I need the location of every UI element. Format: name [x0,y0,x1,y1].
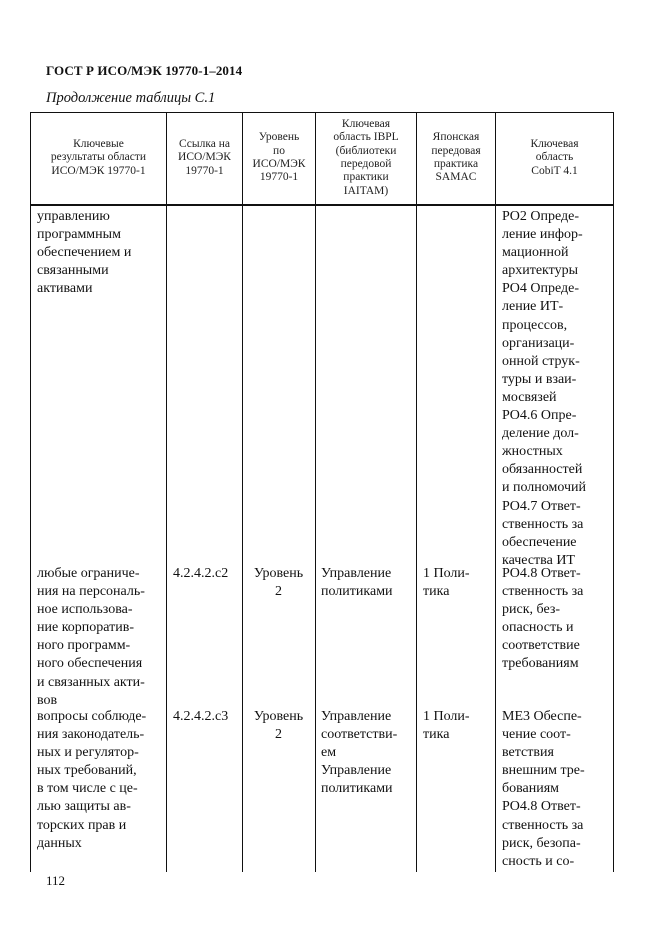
table-cell-iaitam: Управление соответстви- ем Управление политиками [321,709,398,797]
document-header: ГОСТ Р ИСО/МЭК 19770-1–2014 [46,63,243,78]
column-header-results: Ключевые результаты области ИСО/МЭК 19770-1 [50,137,147,177]
column-divider [416,112,417,872]
column-header-reference: Ссылка на ИСО/МЭК 19770-1 [178,137,231,177]
column-header-cobit: Ключевая область CobiT 4.1 [530,137,579,177]
column-header-samac: Японская передовая практика SAMAC [431,131,481,184]
table-caption: Продолжение таблицы С.1 [46,90,216,106]
data-table [30,112,614,872]
column-header-level: Уровень по ИСО/МЭК 19770-1 [252,131,306,184]
table-cell-level: Уровень 2 [253,566,304,600]
table-cell-result: вопросы соблюде- ния законодатель- ных и регулятор- ных требований, в том числе с це- лью защиты ав- торских прав и данных [37,709,147,851]
table-cell-iaitam: Управление политиками [321,566,393,600]
table-cell-result: любые ограниче- ния на персональ- ное использова- ние корпоратив- ного программ- ного обеспечения и связанных акти- вов [37,566,145,708]
column-divider [495,112,496,872]
table-cell-cobit: PO4.8 Ответ- ственность за риск, без- опасность и соответствие требованиям [502,566,584,672]
table-border-left [30,112,31,872]
table-cell-samac: 1 Поли- тика [423,566,470,600]
table-border-right [613,112,614,872]
table-cell-reference: 4.2.4.2.c3 [173,709,229,724]
table-cell-cobit: PO2 Опреде- ление инфор- мационной архитектуры PO4 Опреде- ление ИТ- процессов, организаци- онной струк- туры и взаи- мосвязей PO4.6 Опре- деление дол- жностных обязанностей и полномочий PO4.7 Ответ- ственность за обеспечение качества ИТ [502,209,587,568]
column-divider [242,112,243,872]
column-header-iaitam: Ключевая область IBPL (библиотеки передовой практики IAITAM) [333,117,399,197]
table-cell-result: управлению программным обеспечением и связанными активами [37,209,132,297]
table-cell-level: Уровень 2 [253,709,304,743]
column-divider [315,112,316,872]
page-number: 112 [46,873,66,888]
table-cell-samac: 1 Поли- тика [423,709,470,743]
column-divider [166,112,167,872]
table-cell-cobit: ME3 Обеспе- чение соот- ветствия внешним тре- бованиям PO4.8 Ответ- ственность за риск, безопа- сность и со- [502,709,585,869]
table-header-divider [30,204,614,206]
table-cell-reference: 4.2.4.2.c2 [173,566,229,581]
